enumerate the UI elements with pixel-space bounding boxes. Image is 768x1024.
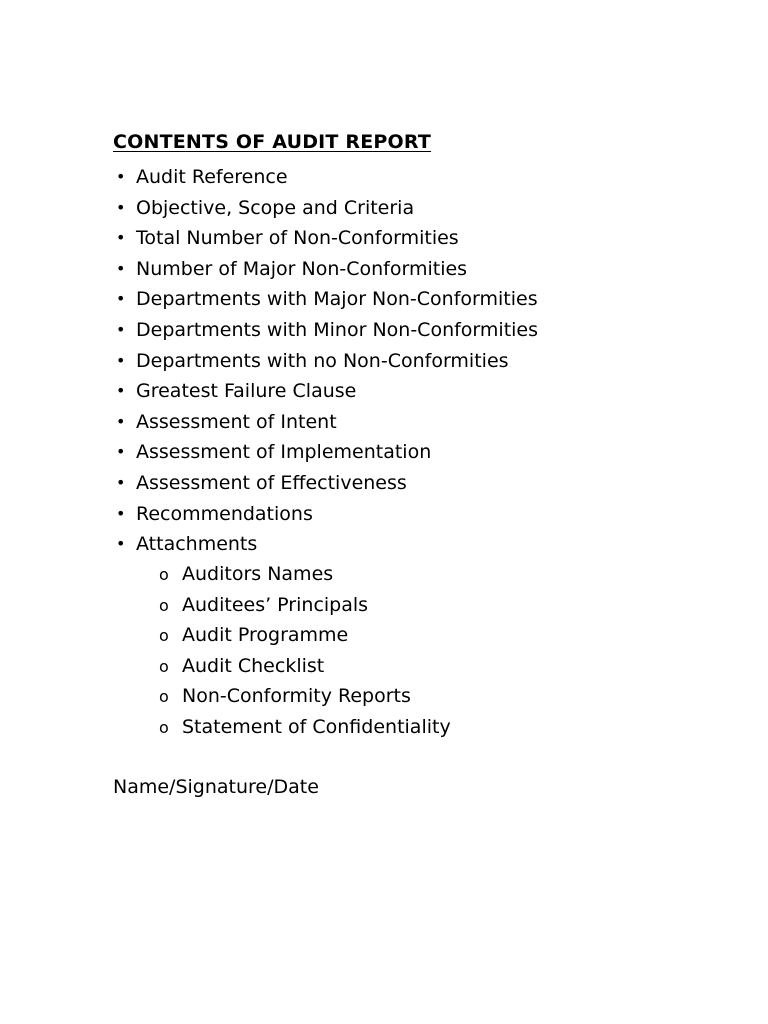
list-item <box>113 407 538 438</box>
sub-list-item-label: Audit Programme <box>182 624 349 647</box>
list-item-label: Audit Reference <box>136 166 288 188</box>
circle-bullet-icon: o <box>159 626 169 646</box>
bullet-icon: • <box>116 167 126 186</box>
bullet-icon: • <box>116 472 126 492</box>
circle-bullet-icon: o <box>159 595 169 615</box>
attachments-list <box>113 559 451 743</box>
list-item-label: Assessment of Implementation <box>136 441 432 464</box>
bullet-icon: • <box>116 503 126 523</box>
list-item-label: Total Number of Non-Conformities <box>136 227 459 250</box>
bullet-icon: • <box>116 289 126 309</box>
bullet-icon: • <box>116 442 126 462</box>
list-item-label: Departments with no Non-Conformities <box>136 349 509 372</box>
list-item <box>113 529 538 560</box>
list-item-label: Number of Major Non-Conformities <box>136 257 468 280</box>
bullet-icon: • <box>116 319 126 339</box>
list-item <box>113 437 538 468</box>
sub-list-item <box>113 620 451 651</box>
list-item <box>113 468 538 499</box>
bullet-icon: • <box>116 197 126 217</box>
list-item-label: Greatest Failure Clause <box>136 380 357 403</box>
list-item <box>113 223 538 254</box>
sub-list-item <box>113 681 451 712</box>
list-item <box>113 315 538 346</box>
list-item <box>113 193 538 224</box>
list-item-label: Objective, Scope and Criteria <box>136 196 415 219</box>
list-item <box>113 284 538 315</box>
document-title: CONTENTS OF AUDIT REPORT <box>113 131 432 153</box>
circle-bullet-icon: o <box>159 565 169 584</box>
bullet-icon: • <box>116 411 126 431</box>
sub-list-item-label: Auditors Names <box>182 563 334 585</box>
list-item-label: Attachments <box>136 533 258 556</box>
list-item <box>113 346 538 377</box>
sub-list-item-label: Auditees’ Principals <box>182 593 369 616</box>
bullet-icon: • <box>116 228 126 248</box>
list-item-label: Departments with Minor Non-Conformities <box>136 318 539 341</box>
list-item <box>113 376 538 407</box>
list-item-label: Departments with Major Non-Conformities <box>136 288 538 311</box>
bullet-icon: • <box>116 350 126 370</box>
sub-list-item-label: Non-Conformity Reports <box>182 685 411 708</box>
list-item-label: Recommendations <box>136 502 313 525</box>
list-item-label: Assessment of Intent <box>136 410 337 433</box>
bullet-icon: • <box>116 381 126 401</box>
sub-list-item-label: Statement of Confidentiality <box>182 715 451 738</box>
list-item <box>113 254 538 285</box>
bullet-icon: • <box>116 534 126 554</box>
circle-bullet-icon: o <box>159 717 169 737</box>
signature-line: Name/Signature/Date <box>113 776 319 798</box>
sub-list-item <box>113 651 451 682</box>
sub-list-item <box>113 590 451 621</box>
list-item-label: Assessment of Effectiveness <box>136 471 407 494</box>
contents-list <box>113 162 538 560</box>
circle-bullet-icon: o <box>159 656 169 676</box>
sub-list-item <box>113 559 451 590</box>
sub-list-item <box>113 712 451 743</box>
list-item <box>113 499 538 530</box>
circle-bullet-icon: o <box>159 687 169 707</box>
list-item <box>113 162 538 193</box>
sub-list-item-label: Audit Checklist <box>182 654 325 677</box>
bullet-icon: • <box>116 258 126 278</box>
